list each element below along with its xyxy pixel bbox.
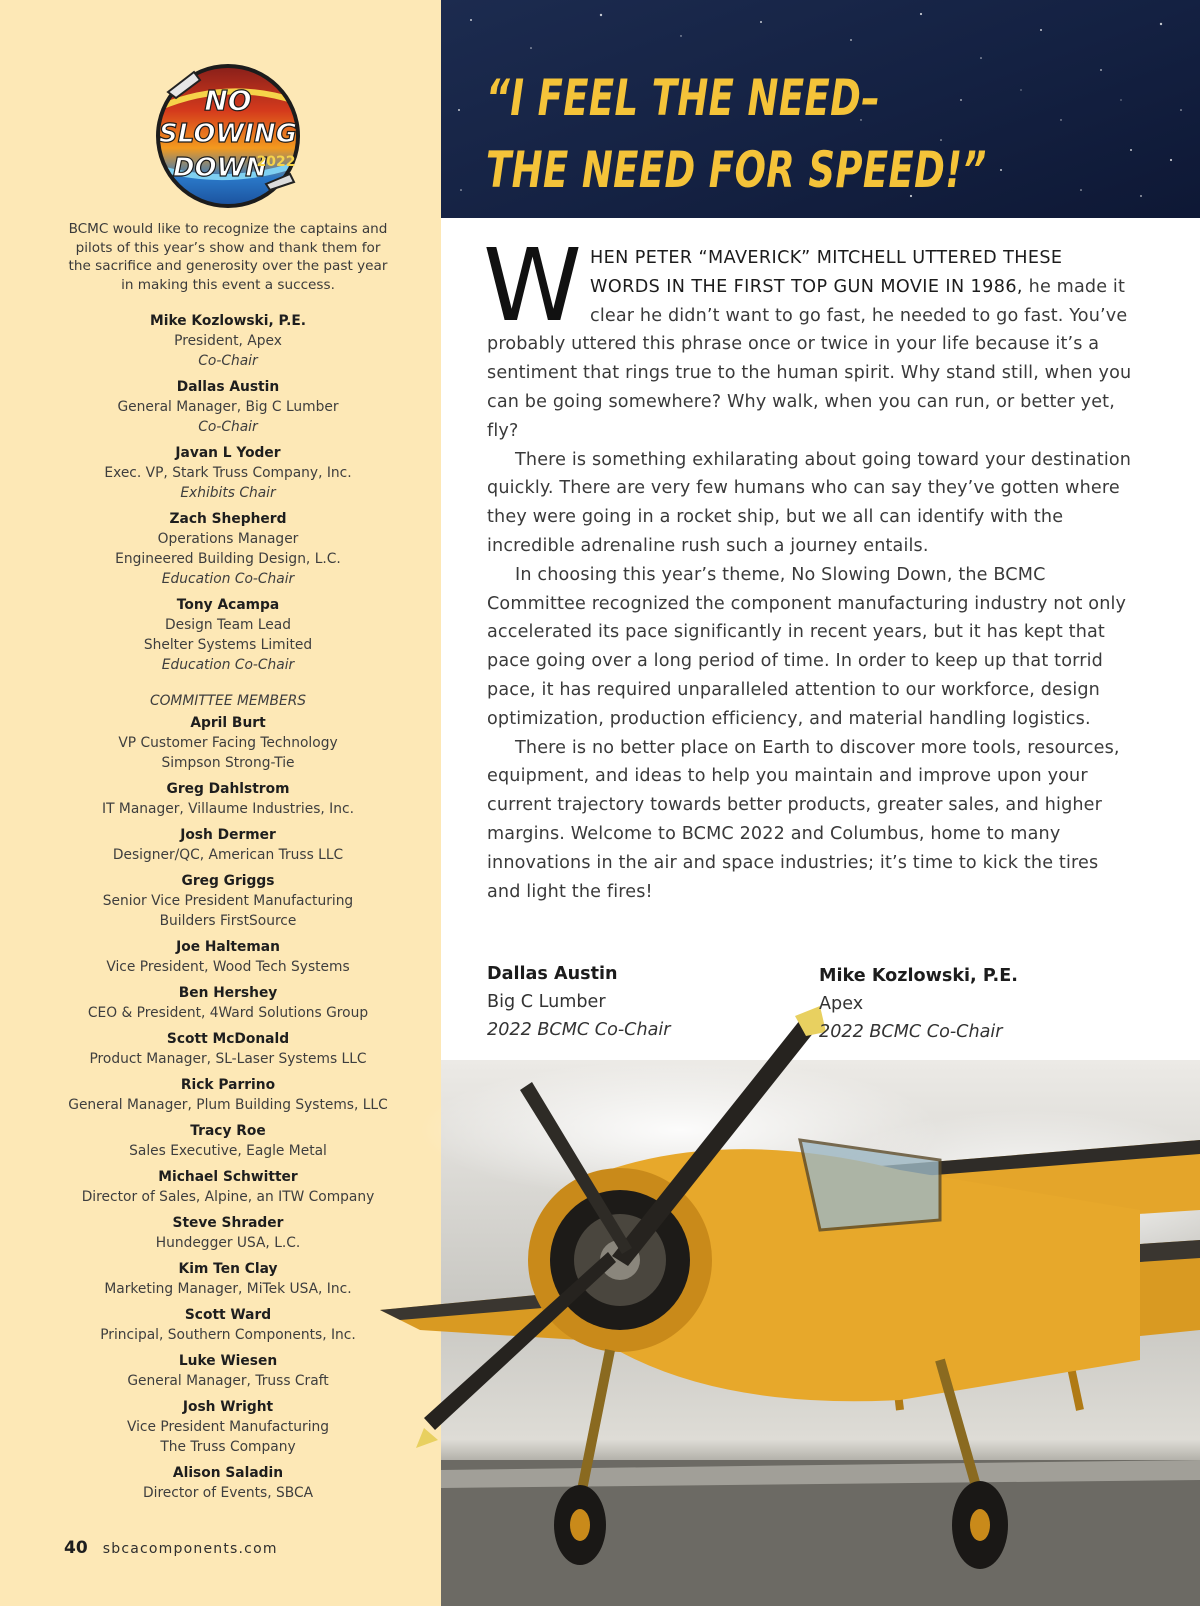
person-title: General Manager, Plum Building Systems, LLC bbox=[68, 1097, 388, 1113]
person-name: Rick Parrino bbox=[180, 1077, 276, 1093]
person-title: Director of Events, SBCA bbox=[142, 1485, 314, 1501]
signature-role: 2022 BCMC Co-Chair bbox=[487, 1020, 671, 1040]
person-title: Principal, Southern Components, Inc. bbox=[100, 1327, 356, 1343]
person-role: Education Co-Chair bbox=[161, 657, 295, 673]
person-role: Co-Chair bbox=[198, 419, 258, 435]
article-paragraph-4: There is no better place on Earth to discover more tools, resources, equipment, and ideas to help you maintain and improve upon your current trajectory towards better products, greater sales, and higher margins. Welcome to BCMC 2022 and Columbus, home to many innovations in the air and space industries; it’s time to kick the tires and light the fires! bbox=[487, 737, 1120, 902]
website-link[interactable]: sbcacomponents.com bbox=[102, 1541, 278, 1557]
committee-member bbox=[40, 937, 416, 977]
committee-member bbox=[40, 983, 416, 1023]
leader-entry bbox=[40, 595, 416, 675]
person-title: Hundegger USA, L.C. bbox=[155, 1235, 301, 1251]
logo-text-no: NO bbox=[204, 84, 252, 117]
person-role: Co-Chair bbox=[198, 353, 258, 369]
signature-dallas-austin bbox=[487, 960, 671, 1044]
person-title: President, Apex bbox=[174, 333, 282, 349]
person-name: Mike Kozlowski, P.E. bbox=[150, 313, 306, 329]
person-title: Designer/QC, American Truss LLC bbox=[112, 847, 344, 863]
person-title: Sales Executive, Eagle Metal bbox=[129, 1143, 327, 1159]
committee-member bbox=[40, 1029, 416, 1069]
committee-member bbox=[40, 871, 416, 931]
committee-roster bbox=[40, 311, 416, 1509]
article-paragraph-2: There is something exhilarating about going toward your destination quickly. There are very few humans who can say they’ve gotten where they were going in a rocket ship, but we all can identify with the incredible adrenaline rush such a journey entails. bbox=[487, 449, 1132, 556]
banner-quote bbox=[486, 62, 987, 206]
person-title: Product Manager, SL-Laser Systems LLC bbox=[89, 1051, 367, 1067]
article-paragraph-3: In choosing this year’s theme, No Slowing Down, the BCMC Committee recognized the component manufacturing industry not only accelerated its pace significantly in recent years, but it has kept that pace going over a long period of time. In order to keep up that torrid pace, it has required unparalleled attention to our workforce, design optimization, production efficiency, and material handling logistics. bbox=[487, 564, 1127, 729]
person-role: Exhibits Chair bbox=[180, 485, 276, 501]
person-role: Education Co-Chair bbox=[161, 571, 295, 587]
signature-company: Apex bbox=[819, 994, 864, 1014]
person-title: Shelter Systems Limited bbox=[143, 637, 313, 653]
committee-member bbox=[40, 1167, 416, 1207]
person-title: CEO & President, 4Ward Solutions Group bbox=[87, 1005, 369, 1021]
person-name: April Burt bbox=[190, 715, 266, 731]
signature-role: 2022 BCMC Co-Chair bbox=[819, 1022, 1003, 1042]
person-title: General Manager, Big C Lumber bbox=[117, 399, 339, 415]
person-title: Director of Sales, Alpine, an ITW Company bbox=[81, 1189, 375, 1205]
committee-list bbox=[40, 713, 416, 1503]
person-name: Ben Hershey bbox=[178, 985, 278, 1001]
sidebar bbox=[0, 0, 441, 1606]
logo-text-slowing: SLOWING bbox=[159, 119, 297, 149]
intro-text: BCMC would like to recognize the captains and pilots of this year’s show and thank them for the sacrifice and generosity over the past year in making this event a success. bbox=[68, 221, 388, 293]
committee-member bbox=[40, 1121, 416, 1161]
person-title: Senior Vice President Manufacturing bbox=[102, 893, 354, 909]
person-title: General Manager, Truss Craft bbox=[127, 1373, 329, 1389]
leader-entry bbox=[40, 443, 416, 503]
page-number: 40 bbox=[64, 1538, 88, 1558]
signature-name: Mike Kozlowski, P.E. bbox=[819, 966, 1018, 986]
committee-member bbox=[40, 1259, 416, 1299]
person-name: Scott Ward bbox=[184, 1307, 272, 1323]
committee-member bbox=[40, 713, 416, 773]
committee-member bbox=[40, 779, 416, 819]
person-name: Kim Ten Clay bbox=[178, 1261, 278, 1277]
quote-line-2: THE NEED FOR SPEED!” bbox=[486, 141, 987, 199]
person-name: Josh Wright bbox=[182, 1399, 274, 1415]
page-footer bbox=[64, 1538, 278, 1558]
person-name: Tony Acampa bbox=[176, 597, 280, 613]
committee-member bbox=[40, 1351, 416, 1391]
committee-heading: COMMITTEE MEMBERS bbox=[149, 693, 307, 709]
no-slowing-down-logo bbox=[148, 58, 308, 208]
logo-year: 2022 bbox=[256, 154, 296, 170]
logo-text-down: DOWN bbox=[172, 153, 268, 183]
quote-line-1: “I FEEL THE NEED– bbox=[486, 69, 881, 127]
person-title: IT Manager, Villaume Industries, Inc. bbox=[102, 801, 354, 817]
person-title: VP Customer Facing Technology bbox=[118, 735, 338, 751]
signature-mike-kozlowski bbox=[819, 962, 1018, 1046]
article-paragraph-1 bbox=[483, 227, 1132, 446]
person-name: Zach Shepherd bbox=[169, 511, 287, 527]
person-name: Michael Schwitter bbox=[158, 1169, 298, 1185]
person-title: Vice President, Wood Tech Systems bbox=[106, 959, 350, 975]
signature-name: Dallas Austin bbox=[487, 964, 618, 984]
drop-cap: W bbox=[483, 227, 583, 344]
committee-member bbox=[40, 1075, 416, 1115]
person-name: Greg Griggs bbox=[181, 873, 275, 889]
person-title: Design Team Lead bbox=[164, 617, 292, 633]
person-name: Tracy Roe bbox=[190, 1123, 266, 1139]
committee-member bbox=[40, 1463, 416, 1503]
committee-member bbox=[40, 825, 416, 865]
leader-entry bbox=[40, 377, 416, 437]
person-title: Marketing Manager, MiTek USA, Inc. bbox=[104, 1281, 352, 1297]
person-title: Vice President Manufacturing bbox=[126, 1419, 330, 1435]
committee-member bbox=[40, 1305, 416, 1345]
person-name: Javan L Yoder bbox=[175, 445, 281, 461]
leader-entry bbox=[40, 311, 416, 371]
person-name: Alison Saladin bbox=[172, 1465, 284, 1481]
person-title: The Truss Company bbox=[160, 1439, 296, 1455]
quote-banner bbox=[441, 0, 1200, 218]
person-name: Dallas Austin bbox=[176, 379, 280, 395]
person-name: Joe Halteman bbox=[176, 939, 280, 955]
article-lead-rest: he made it clear he didn’t want to go fast, he needed to go fast. You’ve probably uttered this phrase once or twice in your life because it’s a sentiment that rings true to the human spirit. Why stand still, when you can be going somewhere? Why walk, when you can run, or better yet, fly? bbox=[487, 276, 1132, 441]
article-lead-caps: HEN PETER “MAVERICK” MITCHELL UTTERED THESE WORDS IN THE FIRST TOP GUN MOVIE IN 1986, bbox=[590, 248, 1063, 297]
committee-member bbox=[40, 1397, 416, 1457]
person-title: Simpson Strong-Tie bbox=[161, 755, 295, 771]
person-name: Steve Shrader bbox=[172, 1215, 284, 1231]
article-body bbox=[483, 227, 1132, 906]
person-name: Josh Dermer bbox=[180, 827, 276, 843]
person-name: Scott McDonald bbox=[166, 1031, 290, 1047]
leader-entry bbox=[40, 509, 416, 589]
signature-company: Big C Lumber bbox=[487, 992, 606, 1012]
person-title: Builders FirstSource bbox=[159, 913, 297, 929]
leadership-list bbox=[40, 311, 416, 675]
person-name: Luke Wiesen bbox=[178, 1353, 278, 1369]
person-title: Exec. VP, Stark Truss Company, Inc. bbox=[104, 465, 352, 481]
person-name: Greg Dahlstrom bbox=[166, 781, 290, 797]
person-title: Operations Manager bbox=[157, 531, 299, 547]
person-title: Engineered Building Design, L.C. bbox=[115, 551, 341, 567]
committee-member bbox=[40, 1213, 416, 1253]
